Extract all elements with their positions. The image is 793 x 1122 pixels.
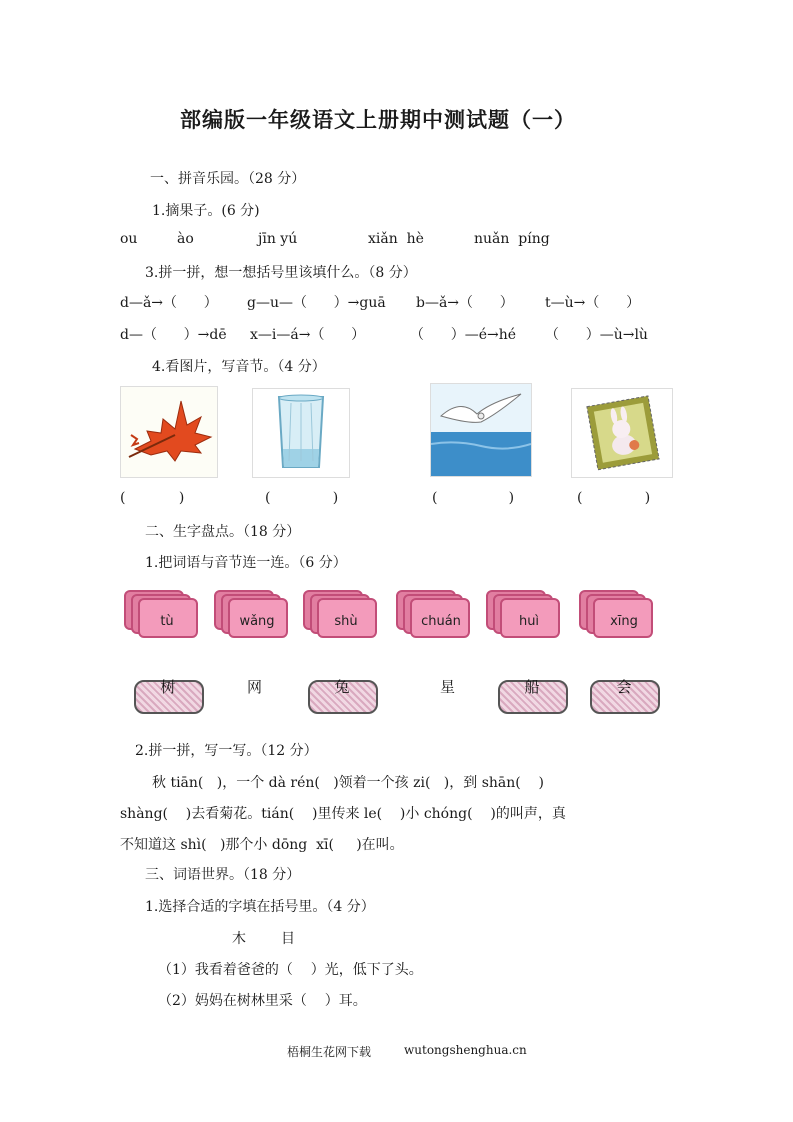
hanzi-label[interactable]: 星 [440, 678, 456, 696]
spell-item: （ ）—ù→lù [545, 327, 648, 343]
hanzi-card[interactable] [134, 672, 202, 716]
pinyin-card[interactable] [124, 586, 194, 634]
page-title: 部编版一年级语文上册期中测试题（一） [180, 107, 576, 132]
pinyin-card-label: huì [518, 614, 540, 629]
pinyin-card[interactable] [579, 586, 649, 634]
hanzi-label: 会 [616, 678, 632, 696]
pinyin-card-label: chuán [421, 614, 461, 629]
sentence-1: （1）我看着爸爸的（ ）光，低下了头。 [158, 962, 423, 978]
pinyin-item: jīn yú [258, 231, 298, 247]
hanzi-card[interactable] [308, 672, 376, 716]
pinyin-card[interactable] [396, 586, 466, 634]
hanzi-label: 树 [160, 678, 176, 696]
seagull-sea-image [430, 383, 532, 477]
glass-cup-image [252, 388, 350, 478]
answer-blank[interactable]: ( ) [432, 490, 515, 506]
section-3-heading: 三、词语世界。（18 分） [145, 867, 301, 883]
question-2-1: 1.把词语与音节连一连。（6 分） [145, 555, 347, 571]
pinyin-item: ào [177, 231, 194, 247]
choice-char: 目 [281, 931, 295, 947]
question-1-4: 4.看图片，写音节。（4 分） [152, 359, 326, 375]
spell-item: （ ）—é→hé [410, 327, 517, 343]
spell-item: g—u—（ ）→guā [247, 295, 386, 311]
sentence-2: （2）妈妈在树林里采（ ）耳。 [158, 993, 367, 1009]
spell-item: b—ǎ→（ ） [416, 295, 514, 311]
spell-item: d—（ ）→dē [120, 327, 227, 343]
pinyin-card-label: tù [160, 614, 174, 629]
pinyin-card[interactable] [303, 586, 373, 634]
pinyin-card-label: xīng [610, 614, 638, 629]
passage-line: 不知道这 shì( )那个小 dōng xī( )在叫。 [120, 837, 404, 853]
hanzi-label: 兔 [334, 678, 350, 696]
hanzi-label[interactable]: 网 [247, 678, 263, 696]
footer-site: 梧桐生花网下载 [287, 1045, 372, 1059]
section-2-heading: 二、生字盘点。（18 分） [145, 524, 301, 540]
question-3-1: 1.选择合适的字填在括号里。（4 分） [145, 899, 375, 915]
hanzi-card[interactable] [590, 672, 658, 716]
pinyin-item: xiǎn hè [368, 231, 424, 247]
pinyin-card[interactable] [486, 586, 556, 634]
pinyin-card-label: wǎng [239, 614, 275, 629]
question-1-3: 3.拼一拼，想一想括号里该填什么。（8 分） [145, 265, 417, 281]
passage-line: shàng( )去看菊花。tián( )里传来 le( )小 chóng( )的叫声，真 [120, 806, 566, 822]
answer-blank[interactable]: ( ) [265, 490, 339, 506]
passage-line: 秋 tiān( )，一个 dà rén( )领着一个孩 zi( )，到 shān( ) [152, 775, 544, 791]
rabbit-stamp-image [571, 388, 673, 478]
section-1-heading: 一、拼音乐园。（28 分） [150, 171, 306, 187]
hanzi-label: 船 [524, 678, 540, 696]
choice-char: 木 [232, 931, 246, 947]
answer-blank[interactable]: ( ) [120, 490, 185, 506]
maple-leaf-image [120, 386, 218, 478]
spell-item: d—ǎ→（ ） [120, 295, 218, 311]
hanzi-card[interactable] [498, 672, 566, 716]
question-1-1: 1.摘果子。(6 分) [152, 203, 260, 219]
footer-url[interactable]: wutongshenghua.cn [404, 1043, 527, 1057]
spell-item: t—ù→（ ） [545, 295, 641, 311]
spell-item: x—i—á→（ ） [250, 327, 366, 343]
pinyin-card-label: shù [334, 614, 358, 629]
pinyin-card[interactable] [214, 586, 284, 634]
question-2-2: 2.拼一拼，写一写。（12 分） [135, 743, 318, 759]
pinyin-item: ou [120, 231, 138, 247]
pinyin-item: nuǎn píng [474, 231, 550, 247]
answer-blank[interactable]: ( ) [577, 490, 651, 506]
